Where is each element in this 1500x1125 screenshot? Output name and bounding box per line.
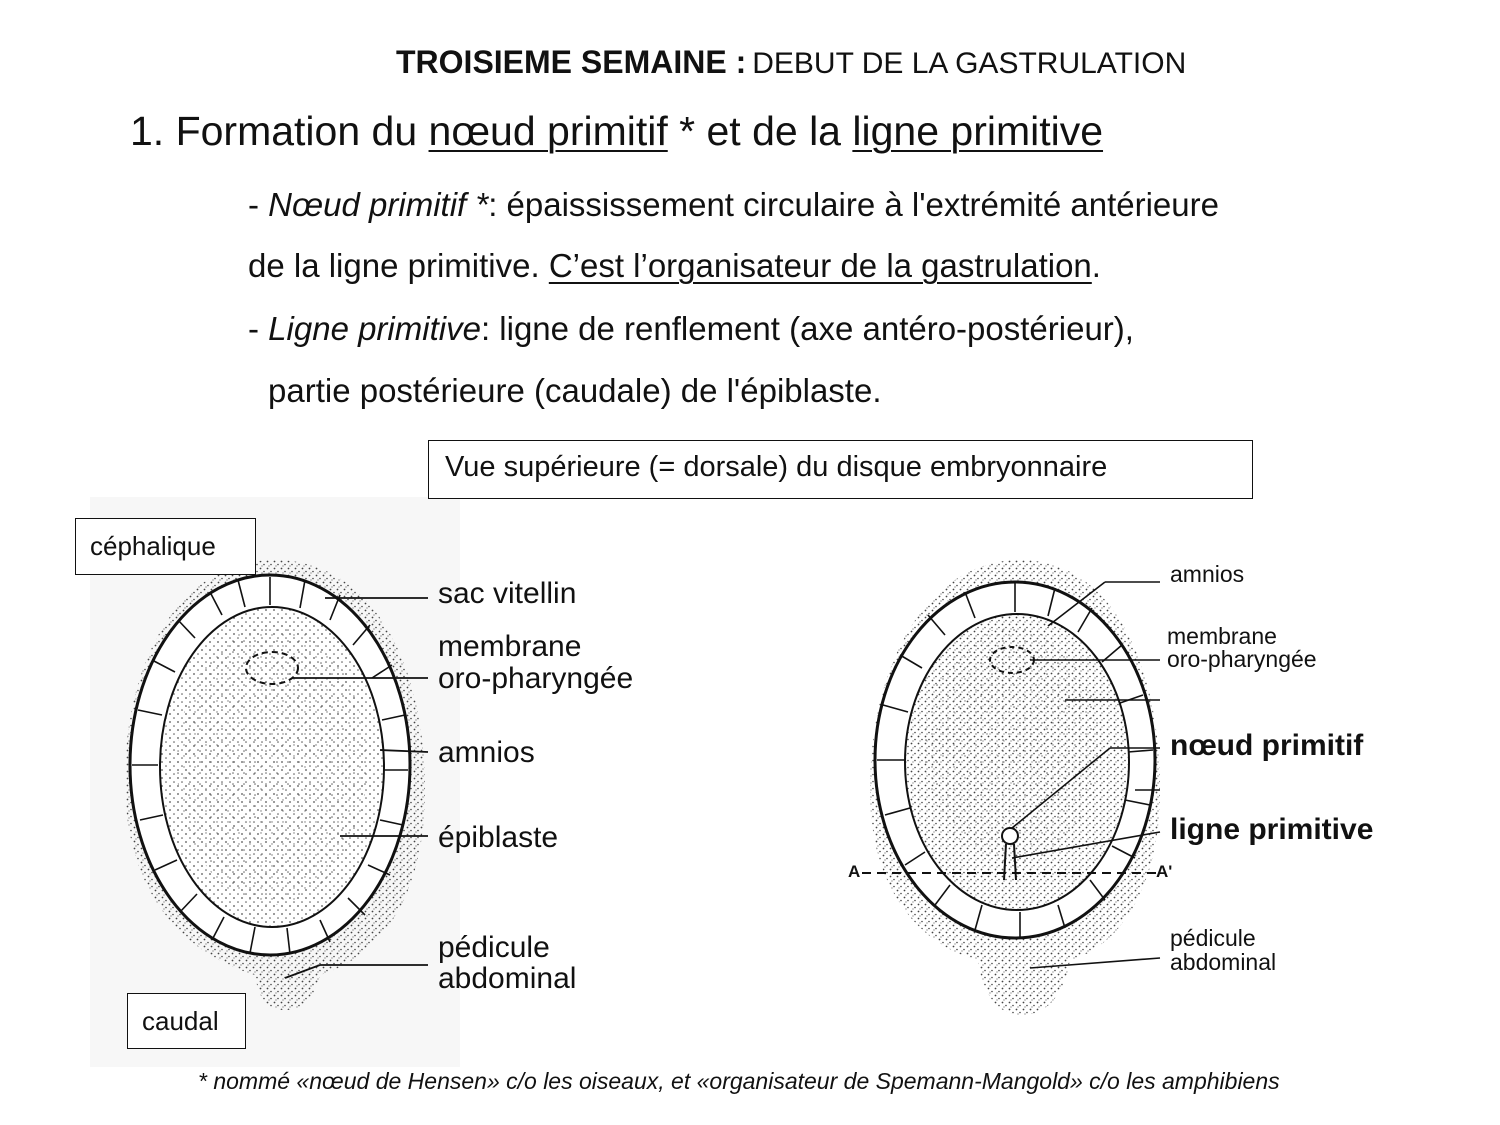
right-label-section-a: A [848, 862, 861, 881]
left-embryo [90, 497, 460, 1067]
definition-ligne-line2: partie postérieure (caudale) de l'épiblaste. [268, 372, 882, 409]
right-noeud-primitif [1002, 828, 1018, 844]
definition-dash: - [248, 310, 269, 347]
right-embryo [862, 560, 1162, 1015]
left-label-abdominal: abdominal [438, 962, 577, 995]
definition-ligne-term: Ligne primitive [268, 310, 481, 347]
definition-noeud-term: Nœud primitif * [268, 186, 489, 223]
heading-term-noeud: nœud primitif [428, 108, 668, 154]
right-label-pedicule: pédicule [1170, 925, 1256, 951]
cephalic-label-box: céphalique [75, 518, 256, 575]
heading-prefix: 1. Formation du [130, 108, 429, 154]
footnote: * nommé «nœud de Hensen» c/o les oiseaux, et «organisateur de Spemann-Mangold» c/o les amphibiens [198, 1068, 1280, 1094]
heading-middle: * et de la [667, 108, 853, 154]
title-topic: DEBUT DE LA GASTRULATION [752, 47, 1187, 80]
title-week: TROISIEME SEMAINE : [396, 44, 747, 80]
right-label-amnios: amnios [1170, 561, 1245, 587]
right-label-ligne-primitive: ligne primitive [1170, 813, 1374, 846]
definition-noeud-text: : épaississement circulaire à l'extrémité antérieure [488, 186, 1219, 223]
definition-dash: - [248, 186, 269, 223]
left-label-pedicule: pédicule [438, 931, 550, 964]
left-label-oro-pharyngee: oro-pharyngée [438, 662, 634, 695]
left-epiblaste [177, 625, 367, 905]
right-label-section-a-prime: A' [1156, 862, 1173, 881]
right-label-oro-pharyngee: oro-pharyngée [1167, 646, 1317, 672]
left-label-amnios: amnios [438, 736, 535, 769]
left-label-sac-vitellin: sac vitellin [438, 577, 577, 610]
definition-noeud-end: . [1091, 247, 1101, 284]
definition-noeud-highlight: C’est l’organisateur de la gastrulation [548, 247, 1092, 284]
right-label-membrane: membrane [1167, 623, 1277, 649]
left-label-epiblaste: épiblaste [438, 821, 559, 854]
definition-ligne-text: : ligne de renflement (axe antéro-postérieur), [480, 310, 1134, 347]
left-label-membrane: membrane [438, 630, 582, 663]
caudal-label-box: caudal [127, 993, 246, 1049]
heading-term-ligne: ligne primitive [852, 108, 1104, 154]
definition-noeud-cont: de la ligne primitive. [248, 247, 549, 284]
view-caption-box: Vue supérieure (= dorsale) du disque embryonnaire [428, 440, 1253, 499]
right-label-abdominal: abdominal [1170, 949, 1277, 975]
right-label-noeud-primitif: nœud primitif [1170, 729, 1364, 762]
